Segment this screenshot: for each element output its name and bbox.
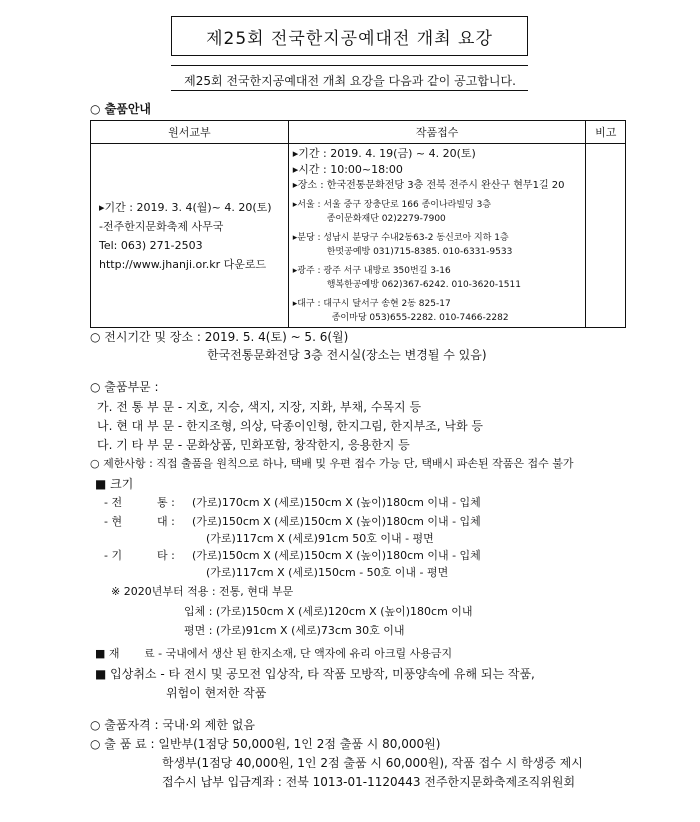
- intro-rule-bottom: [171, 90, 528, 91]
- qualification-text: ○ 출품자격 : 국내·외 제한 없음: [90, 718, 255, 732]
- receipt-time: ▸시간 : 10:00~18:00: [292, 163, 403, 176]
- branch-gwangju: ▸광주 : 광주 서구 내방로 350번길 3-16: [292, 266, 451, 276]
- application-period: ▸기간 : 2019. 3. 4(월)~ 4. 20(토): [99, 200, 272, 214]
- page-title: 제25회 전국한지공예대전 개최 요강: [171, 16, 528, 56]
- exhibition-venue: 한국전통문화전당 3층 전시실(장소는 변경될 수 있음): [207, 348, 487, 362]
- size-2020-2d: 평면 : (가로)91cm X (세로)73cm 30호 이내: [184, 624, 405, 637]
- size-modern-label: - 현 대 :: [104, 515, 175, 528]
- branch-daegu: ▸대구 : 대구시 달서구 송현 2동 825-17: [292, 299, 451, 309]
- branch-daegu-contact: 종이마당 053)655-2282. 010-7466-2282: [331, 313, 509, 323]
- receipt-place: ▸장소 : 한국전통문화전당 3층 전북 전주시 완산구 현무1길 20: [292, 180, 565, 191]
- cancel-line2: 위험이 현저한 작품: [166, 686, 267, 700]
- application-tel: Tel: 063) 271-2503: [99, 238, 203, 252]
- cancel-line1: ■ 입상취소 - 타 전시 및 공모전 입상작, 타 작품 모방작, 미풍양속에 유해 되는 작품,: [95, 667, 535, 681]
- size-modern-2d: (가로)117cm X (세로)91cm 50호 이내 - 평면: [206, 532, 434, 545]
- restriction-text: ○ 제한사항 : 직접 출품을 원칙으로 하나, 택배 및 우편 접수 가능 단, 택배시 파손된 작품은 접수 불가: [90, 457, 574, 470]
- application-office: -전주한지문화축제 사무국: [99, 219, 224, 233]
- col-note-header: 비고: [586, 121, 626, 144]
- size-other-3d: (가로)150cm X (세로)150cm X (높이)180cm 이내 - 입체: [192, 549, 481, 562]
- intro-rule-top: [171, 65, 528, 66]
- branch-seoul-contact: 종이문화재단 02)2279-7900: [326, 214, 446, 224]
- category-modern: 나. 현 대 부 문 - 한지조형, 의상, 닥종이인형, 한지그림, 한지부조, 낙화 등: [97, 419, 483, 433]
- fee-general: ○ 출 품 료 : 일반부(1점당 50,000원, 1인 2점 출품 시 80,000원): [90, 737, 441, 751]
- branch-bundang-contact: 한멋공예방 031)715-8385. 010-6331-9533: [326, 247, 513, 257]
- fee-account: 접수시 납부 입금계좌 : 전북 1013-01-1120443 전주한지문화축제조직위원회: [162, 775, 576, 789]
- size-other-label: - 기 타 :: [104, 549, 175, 562]
- size-traditional-label: - 전 통 :: [104, 496, 175, 509]
- branch-bundang: ▸분당 : 성남시 분당구 수내2동63-2 동신코아 지하 1층: [292, 233, 509, 243]
- size-heading: ■ 크기: [95, 477, 134, 491]
- col-application-header: 원서교부: [91, 121, 289, 144]
- size-modern-3d: (가로)150cm X (세로)150cm X (높이)180cm 이내 - 입체: [192, 515, 481, 528]
- size-2020-note: ※ 2020년부터 적용 : 전통, 현대 부문: [111, 585, 294, 598]
- receipt-cell: [288, 144, 586, 328]
- col-receipt-header: 작품접수: [288, 121, 586, 144]
- size-other-2d: (가로)117cm X (세로)150cm - 50호 이내 - 평면: [206, 566, 449, 579]
- category-other: 다. 기 타 부 문 - 문화상품, 민화포함, 창작한지, 응용한지 등: [97, 438, 410, 452]
- note-cell: [586, 144, 626, 328]
- application-url: http://www.jhanji.or.kr 다운로드: [99, 257, 267, 271]
- branch-gwangju-contact: 행복한공예방 062)367-6242. 010-3620-1511: [326, 280, 521, 290]
- size-traditional: (가로)170cm X (세로)150cm X (높이)180cm 이내 - 입체: [192, 496, 481, 509]
- material-text: ■ 재 료 - 국내에서 생산 된 한지소재, 단 액자에 유리 아크릴 사용금지: [95, 647, 453, 660]
- intro-text: 제25회 전국한지공예대전 개최 요강을 다음과 같이 공고합니다.: [184, 74, 516, 88]
- branch-seoul: ▸서울 : 서울 중구 장충단로 166 종이나라빌딩 3층: [292, 200, 492, 210]
- submission-heading: ○ 출품안내: [90, 102, 152, 116]
- exhibition-period: ○ 전시기간 및 장소 : 2019. 5. 4(토) ~ 5. 6(월): [90, 330, 349, 344]
- fee-student: 학생부(1점당 40,000원, 1인 2점 출품 시 60,000원), 작품 접수 시 학생증 제시: [162, 756, 583, 770]
- category-heading: ○ 출품부문 :: [90, 380, 159, 394]
- size-2020-3d: 입체 : (가로)150cm X (세로)120cm X (높이)180cm 이내: [184, 605, 473, 618]
- receipt-period: ▸기간 : 2019. 4. 19(금) ~ 4. 20(토): [292, 147, 476, 160]
- category-traditional: 가. 전 통 부 문 - 지호, 지승, 색지, 지장, 지화, 부채, 수목지 등: [97, 400, 422, 414]
- submission-table: [90, 120, 626, 328]
- application-cell: [91, 144, 289, 328]
